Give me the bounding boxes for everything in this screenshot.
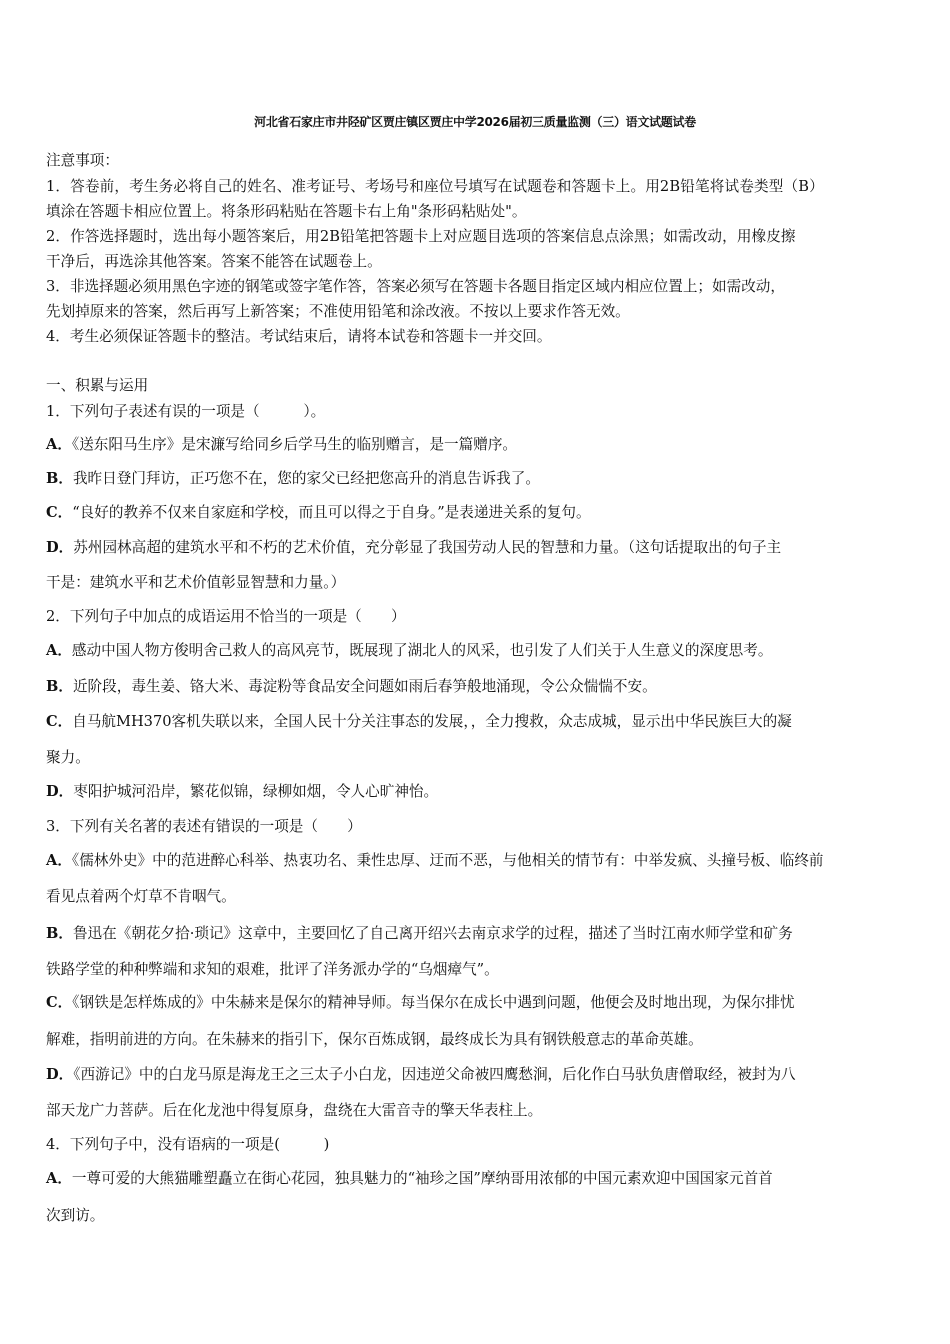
- page-title: 河北省石家庄市井陉矿区贾庄镇区贾庄中学2026届初三质量监测（三）语文试题试卷: [254, 115, 696, 129]
- option-text: 《儒林外史》中的范进醉心科举、热衷功名、秉性忠厚、迂而不恶，与他相关的情节有：中举发疯、头撞号板、临终前: [71, 852, 824, 869]
- option-letter: D．: [46, 1066, 74, 1083]
- option-text: 感动中国人物方俊明舍己救人的高风亮节，既展现了湖北人的风采，也引发了人们关于人生意义的深度思考。: [71, 642, 773, 659]
- option-letter: D．: [46, 783, 74, 800]
- option-text: 苏州园林高超的建筑水平和不朽的艺术价值，充分彰显了我国劳动人民的智慧和力量。（这句话提取出的句子主: [73, 539, 782, 556]
- option-letter: B．: [46, 470, 73, 487]
- option-text: 枣阳护城河沿岸，繁花似锦，绿柳如烟，令人心旷神怡。: [73, 783, 439, 800]
- option-letter: B．: [46, 678, 73, 695]
- option-continuation: 次到访。: [46, 1207, 105, 1224]
- option-a: [46, 642, 772, 660]
- option-d: [46, 539, 781, 557]
- option-letter: A．: [46, 852, 72, 869]
- option-text: 近阶段，毒生姜、铬大米、毒淀粉等食品安全问题如雨后春笋般地涌现，令公众惴惴不安。: [72, 678, 657, 695]
- option-letter: C．: [46, 994, 73, 1011]
- option-letter: C．: [46, 504, 73, 521]
- option-b: [46, 925, 793, 943]
- option-b: [46, 470, 540, 488]
- option-text: 《送东阳马生序》是宋濂写给同乡后学马生的临别赠言，是一篇赠序。: [71, 436, 518, 453]
- question-stem: 4．下列句子中，没有语病的一项是( ): [46, 1136, 330, 1153]
- option-b: [46, 678, 657, 696]
- section-heading: 一、积累与运用: [46, 377, 149, 394]
- option-continuation: 干是：建筑水平和艺术价值彰显智慧和力量。）: [46, 574, 346, 591]
- option-letter: B．: [46, 925, 73, 942]
- option-continuation: 部天龙广力菩萨。后在化龙池中得复原身，盘绕在大雷音寺的擎天华表柱上。: [46, 1102, 543, 1119]
- option-continuation: 聚力。: [46, 749, 90, 766]
- option-continuation: 解难，指明前进的方向。在朱赫来的指引下，保尔百炼成钢，最终成长为具有钢铁般意志的革命英雄。: [46, 1031, 703, 1048]
- option-d: [46, 783, 438, 801]
- option-text: “良好的教养不仅来自家庭和学校，而且可以得之于自身。”是表递进关系的复句。: [72, 504, 591, 521]
- notice-line: 1．答卷前，考生务必将自己的姓名、准考证号、考场号和座位号填写在试题卷和答题卡上。用2B铅笔将试卷类型（B）: [46, 178, 824, 195]
- option-c: [46, 994, 795, 1012]
- question-stem: 2．下列句子中加点的成语运用不恰当的一项是（ ）: [46, 608, 406, 625]
- option-letter: C．: [46, 713, 73, 730]
- option-text: 我昨日登门拜访，正巧您不在，您的家父已经把您高升的消息告诉我了。: [72, 470, 540, 487]
- option-letter: A．: [46, 642, 72, 659]
- option-text: 《钢铁是怎样炼成的》中朱赫来是保尔的精神导师。每当保尔在成长中遇到问题，他便会及时地出现，为保尔排忧: [72, 994, 795, 1011]
- option-text: 自马航MH370客机失联以来，全国人民十分关注事态的发展，，全力搜救，众志成城，显示出中华民族巨大的凝: [72, 713, 792, 730]
- option-a: [46, 852, 824, 870]
- option-letter: D．: [46, 539, 74, 556]
- option-a: [46, 436, 517, 454]
- notice-line: 先划掉原来的答案，然后再写上新答案；不准使用铅笔和涂改液。不按以上要求作答无效。: [46, 303, 630, 320]
- option-a: [46, 1170, 773, 1188]
- question-stem: 3．下列有关名著的表述有错误的一项是（ ）: [46, 818, 362, 835]
- option-text: 一尊可爱的大熊猫雕塑矗立在街心花园，独具魅力的“袖珍之国”摩纳哥用浓郁的中国元素欢迎中国国家元首首: [71, 1170, 773, 1187]
- notice-line: 3．非选择题必须用黑色字迹的钢笔或签字笔作答，答案必须写在答题卡各题目指定区域内相应位置上；如需改动，: [46, 278, 785, 295]
- question-stem: 1．下列句子表述有误的一项是（ ）。: [46, 403, 326, 420]
- option-c: [46, 713, 792, 731]
- option-text: 鲁迅在《朝花夕拾·琐记》这章中，主要回忆了自己离开绍兴去南京求学的过程，描述了当时江南水师学堂和矿务: [72, 925, 793, 942]
- option-letter: A．: [46, 436, 72, 453]
- option-continuation: 铁路学堂的种种弊端和求知的艰难，批评了洋务派办学的“乌烟瘴气”。: [46, 961, 499, 978]
- option-letter: A．: [46, 1170, 72, 1187]
- option-text: 《西游记》中的白龙马原是海龙王之三太子小白龙，因违逆父命被四鹰愁涧，后化作白马驮负唐僧取经，被封为八: [73, 1066, 796, 1083]
- notice-line: 2．作答选择题时，选出每小题答案后，用2B铅笔把答题卡上对应题目选项的答案信息点涂黑；如需改动，用橡皮擦: [46, 228, 796, 245]
- option-c: [46, 504, 591, 522]
- option-d: [46, 1066, 796, 1084]
- notice-line: 干净后，再选涂其他答案。答案不能答在试题卷上。: [46, 253, 382, 270]
- option-continuation: 看见点着两个灯草不肯咽气。: [46, 888, 236, 905]
- notice-line: 4．考生必须保证答题卡的整洁。考试结束后，请将本试卷和答题卡一并交回。: [46, 328, 552, 345]
- notice-heading: 注意事项：: [46, 152, 119, 169]
- notice-line: 填涂在答题卡相应位置上。将条形码粘贴在答题卡右上角"条形码粘贴处"。: [46, 203, 527, 220]
